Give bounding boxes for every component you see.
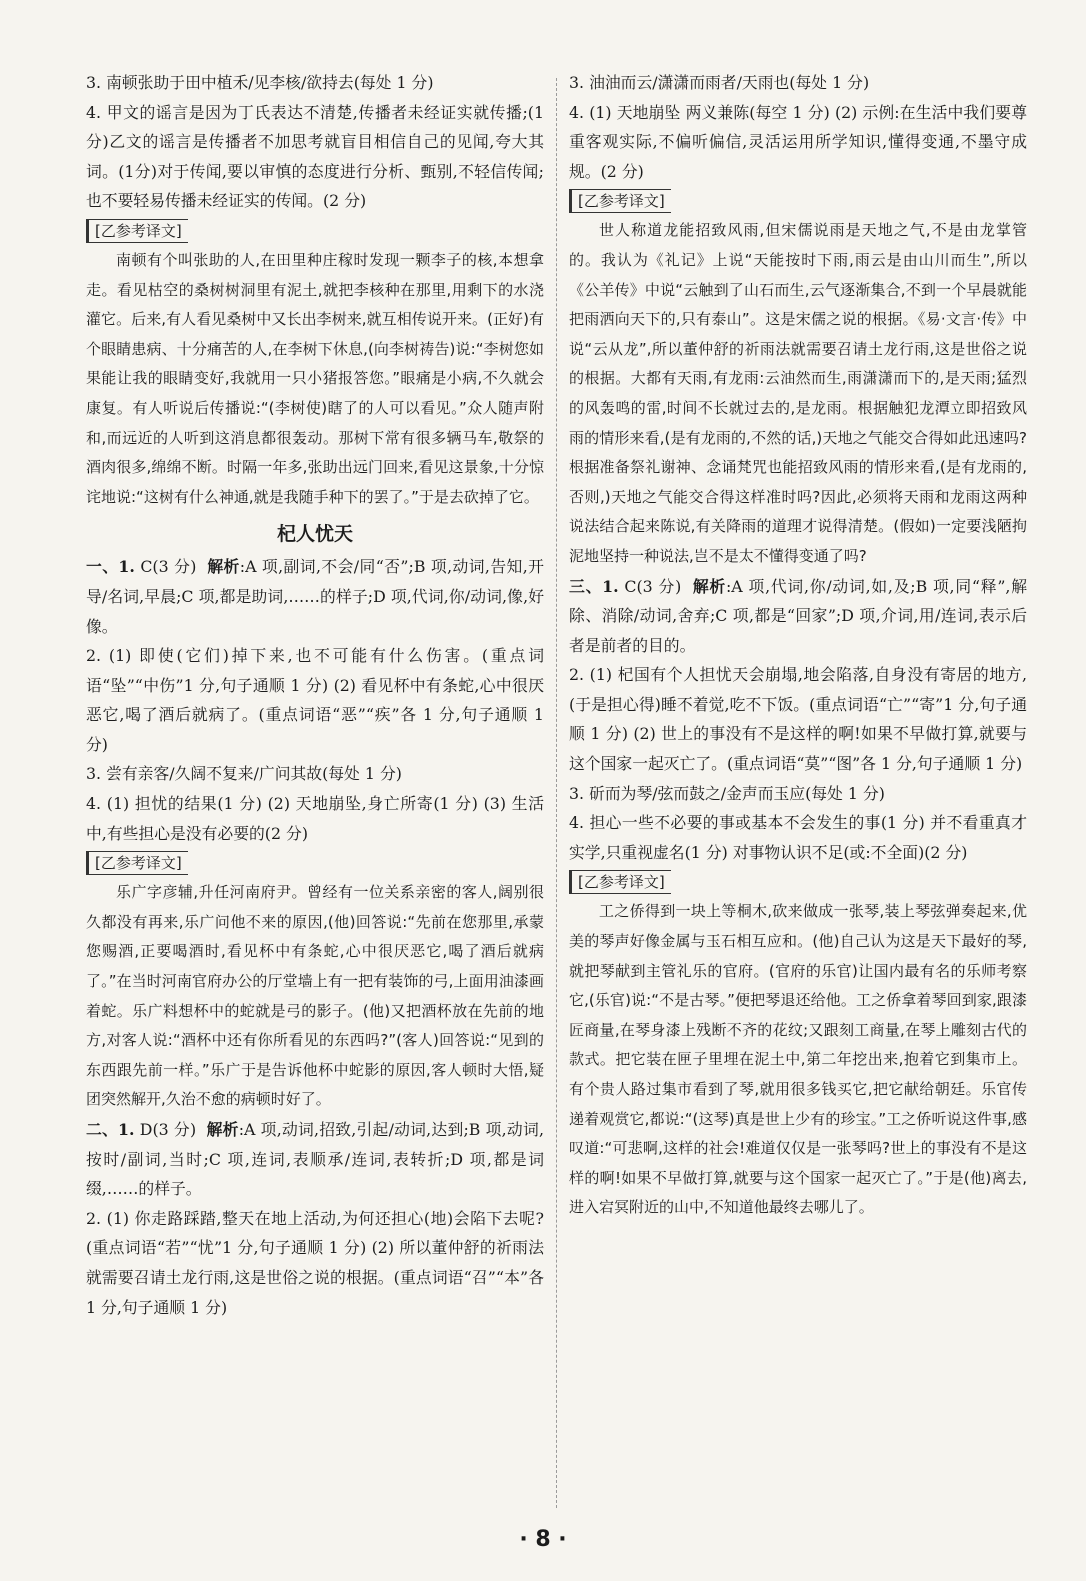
section-title: 杞人忧天 (276, 523, 353, 546)
section-2-answer-2: 2. (1) 你走路踩踏,整天在地上活动,为何还担心(地)会陷下去呢?(重点词语“若”“忧”1 分,句子通顺 1 分) (2) 所以董仲舒的祈雨法就需要召请土龙行雨,这是世俗之说的根据。(重点词语“召”“本”各 1 分,句子通顺 1 分) (86, 1208, 544, 1317)
section-3-answer-4: 4. 担心一些不必要的事或基本不会发生的事(1 分) 并不看重真才实学,只重视虚名(1 分) 对事物认识不足(或:不全面)(2 分) (569, 813, 1027, 862)
answer-3: 3. 南顿张助于田中植禾/见李核/欲持去(每处 1 分) (86, 73, 434, 92)
analysis-text: :A 项,代词,你/动词,如,及;B 项,同“释”,解除、消除/动词,舍弃;C 项,都是“回家”;D 项,介词,用/连词,表示后者是前者的目的。 (569, 576, 1027, 655)
two-column-body (86, 68, 1046, 1508)
answer-4: 4. (1) 天地崩坠 两义兼陈(每空 1 分) (2) 示例:在生活中我们要尊重客观实际,不偏听偏信,灵活运用所学知识,懂得变通,不墨守成规。(2 分) (569, 102, 1027, 181)
answer-choice: C(3 分) (624, 576, 682, 596)
analysis-label: 解析 (207, 557, 240, 577)
left-column (86, 68, 556, 1508)
section-1-label: 一、1. (86, 557, 135, 577)
section-3-answer-2: 2. (1) 杞国有个人担忧天会崩塌,地会陷落,自身没有寄居的地方,(于是担心得)睡不着觉,吃不下饭。(重点词语“亡”“寄”1 分,句子通顺 1 分) (2) 世上的事没有不是这样的啊!如果不早做打算,就要与这个国家一起灭亡了。(重点词语“莫”“图”各 1 分,句子通顺 1 分) (569, 665, 1027, 774)
section-1-answer-2: 2. (1) 即使(它们)掉下来,也不可能有什么伤害。(重点词语“坠”“中伤”1 分,句子通顺 1 分) (2) 看见杯中有条蛇,心中很厌恶它,喝了酒后就病了。(重点词语“恶”“疾”各 1 分,句子通顺 1 分) (86, 646, 544, 754)
answer-3: 3. 油油而云/潇潇而雨者/天雨也(每处 1 分) (569, 73, 870, 92)
translation-tag: [乙参考译文] (86, 219, 188, 243)
translation-text: 南顿有个叫张助的人,在田里种庄稼时发现一颗李子的核,本想拿走。看见枯空的桑树树洞里有泥土,就把李核种在那里,用剩下的水浇灌它。后来,有人看见桑树中又长出李树来,就互相传说开来。(正好)有个眼睛患病、十分痛苦的人,在李树下休息,(向李树祷告)说:“李树您如果能让我的眼睛变好,我就用一只小猪报答您。”眼痛是小病,不久就会康复。有人听说后传播说:“(李树使)瞎了的人可以看见。”众人随声附和,而远近的人听到这消息都很轰动。那树下常有很多辆马车,敬祭的酒肉很多,绵绵不断。时隔一年多,张助出远门回来,看见这景象,十分惊诧地说:“这树有什么神通,就是我随手种下的罢了。”于是去砍掉了它。 (86, 250, 544, 506)
right-column (557, 68, 1027, 1508)
answer-choice: C(3 分) (140, 557, 197, 577)
section-2-label: 二、1. (86, 1120, 135, 1139)
translation-text: 工之侨得到一块上等桐木,砍来做成一张琴,装上琴弦弹奏起来,优美的琴声好像金属与玉石相互应和。(他)自己认为这是天下最好的琴,就把琴献到主管礼乐的官府。(官府的乐官)让国内最有名的乐师考察它,(乐官)说:“不是古琴。”便把琴退还给他。工之侨拿着琴回到家,跟漆匠商量,在琴身漆上残断不齐的花纹;又跟刻工商量,在琴上雕刻古代的款式。把它装在匣子里埋在泥土中,第二年挖出来,抱着它到集市上。有个贵人路过集市看到了琴,就用很多钱买它,把它献给朝廷。乐官传递着观赏它,都说:“(这琴)真是世上少有的珍宝。”工之侨听说这件事,感叹道:“可悲啊,这样的社会!难道仅仅是一张琴吗?世上的事没有不是这样的啊!如果不早做打算,就要与这个国家一起灭亡了。”于是(他)离去,进入宕冥附近的山中,不知道他最终去哪儿了。 (569, 902, 1027, 1217)
translation-text: 世人称道龙能招致风雨,但宋儒说雨是天地之气,不是由龙掌管的。我认为《礼记》上说“天能按时下雨,雨云是由山川而生”,所以《公羊传》中说“云触到了山石而生,云气逐渐集合,不到一个早晨就能把雨洒向天下的,只有泰山”。这是宋儒之说的根据。《易·文言·传》中说“云从龙”,所以董仲舒的祈雨法就需要召请土龙行雨,这是世俗之说的根据。大都有天雨,有龙雨:云油然而生,雨潇潇而下的,是天雨;猛烈的风轰鸣的雷,时间不长就过去的,是龙雨。根据触犯龙潭立即招致风雨的情形来看,(是有龙雨的,不然的话,)天地之气能交合得如此迅速吗?根据准备祭礼谢神、念诵梵咒也能招致风雨的情形来看,(是有龙雨的,否则,)天地之气能交合得这样准时吗?因此,必须将天雨和龙雨这两种说法结合起来陈说,有关降雨的道理才说得清楚。(假如)一定要浅陋拘泥地坚持一种说法,岂不是太不懂得变通了吗? (569, 221, 1027, 565)
section-1-answer-1 (86, 552, 544, 641)
section-2-answer-1 (86, 1115, 544, 1204)
translation-text: 乐广字彦辅,升任河南府尹。曾经有一位关系亲密的客人,阔别很久都没有再来,乐广问他不来的原因,(他)回答说:“先前在您那里,承蒙您赐酒,正要喝酒时,看见杯中有条蛇,心中很厌恶它,喝了酒后就病了。”在当时河南官府办公的厅堂墙上有一把有装饰的弓,上面用油漆画着蛇。乐广料想杯中的蛇就是弓的影子。(他)又把酒杯放在先前的地方,对客人说:“酒杯中还有你所看见的东西吗?”(客人)回答说:“见到的东西跟先前一样。”乐广于是告诉他杯中蛇影的原因,客人顿时大悟,疑团突然解开,久治不愈的病顿时好了。 (86, 883, 544, 1109)
translation-tag: [乙参考译文] (569, 189, 671, 213)
answer-choice: D(3 分) (139, 1120, 197, 1139)
analysis-text: :A 项,副词,不会/同“否”;B 项,动词,告知,开导/名词,早晨;C 项,都是助词,……的样子;D 项,代词,你/动词,像,好像。 (86, 557, 544, 636)
section-3-label: 三、1. (569, 576, 619, 596)
translation-tag: [乙参考译文] (569, 870, 671, 894)
analysis-label: 解析 (206, 1120, 239, 1139)
analysis-text: :A 项,动词,招致,引起/动词,达到;B 项,动词,按时/副词,当时;C 项,连词,表顺承/连词,表转折;D 项,都是词缀,……的样子。 (86, 1120, 544, 1199)
answer-4: 4. 甲文的谣言是因为丁氏表达不清楚,传播者未经证实就传播;(1分)乙文的谣言是传播者不加思考就盲目相信自己的见闻,夸大其词。(1分)对于传闻,要以审慎的态度进行分析、甄别,不轻信传闻;也不要轻易传播未经证实的传闻。(2 分) (86, 102, 544, 211)
section-3-answer-3: 3. 斫而为琴/弦而鼓之/金声而玉应(每处 1 分) (569, 783, 885, 803)
page-number: · 8 · (519, 1527, 567, 1552)
section-1-answer-3: 3. 尝有亲客/久阔不复来/广问其故(每处 1 分) (86, 764, 402, 784)
section-3-answer-1 (569, 572, 1027, 661)
analysis-label: 解析 (692, 576, 726, 596)
translation-tag: [乙参考译文] (86, 851, 188, 875)
section-1-answer-4: 4. (1) 担忧的结果(1 分) (2) 天地崩坠,身亡所寄(1 分) (3) 生活中,有些担心是没有必要的(2 分) (86, 794, 544, 843)
